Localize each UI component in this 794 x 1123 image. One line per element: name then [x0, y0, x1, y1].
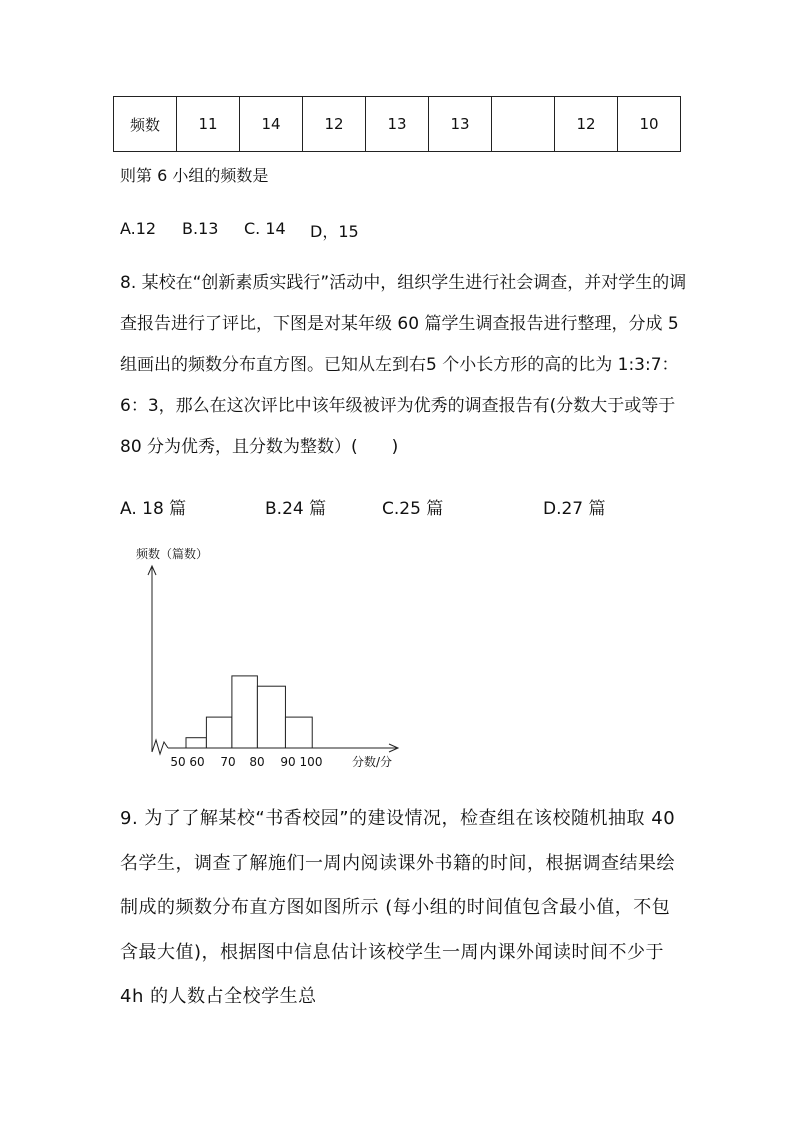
q8-text: 8. 某校在“创新素质实践行”活动中，组织学生进行社会调查，并对学生的调查报告进行了评比，下图是对某年级 60 篇学生调查报告进行整理，分成 5 组画出的频数分布直方图。已知从左到右5 个小长方形的高的比为 1:3:7：6：3，那么在这次评比中该年级被评为优秀的调查报告有(分数大于或等于 80 分为优秀，且分数为整数）( ): [120, 273, 687, 457]
q8-option-c: C.25 篇: [382, 499, 444, 519]
histogram-bar: [232, 676, 258, 748]
table-cell: 13: [366, 97, 429, 152]
q7-options: [120, 219, 520, 241]
table-row: [114, 97, 681, 152]
q7-option-c: C. 14: [244, 219, 286, 238]
table-cell: 14: [240, 97, 303, 152]
chart-x-label: 分数/分: [352, 755, 393, 769]
chart-y-label: 频数（篇数）: [136, 547, 209, 561]
x-tick-label: 50: [170, 755, 186, 769]
table-cell: 12: [555, 97, 618, 152]
table-cell: 10: [618, 97, 681, 152]
q7-option-d: D，15: [310, 222, 359, 241]
x-tick-label: 90: [280, 755, 296, 769]
table-cell: 13: [429, 97, 492, 152]
x-tick-label: 80: [249, 755, 265, 769]
q8-option-d: D.27 篇: [543, 499, 606, 519]
histogram-chart: [130, 540, 420, 780]
histogram-bar: [285, 717, 312, 748]
table-cell: [492, 97, 555, 152]
x-axis-break: [152, 740, 168, 754]
histogram-bar: [206, 717, 232, 748]
table-cell: 12: [303, 97, 366, 152]
q7-option-b: B.13: [182, 219, 219, 238]
q9-text: 9. 为了了解某校“书香校园”的建设情况，检查组在该校随机抽取 40 名学生，调查了解施们一周内阅读课外书籍的时间，根据调查结果绘制成的频数分布直方图如图所示 (每小组的时间值包含最小值，不包含最大值)，根据图中信息估计该校学生一周内课外闻读时间不少于 4h 的人数占全校学生总: [120, 808, 676, 1007]
q8-option-b: B.24 篇: [265, 499, 327, 519]
q7-option-a: A.12: [120, 219, 157, 238]
histogram-bar: [186, 738, 206, 748]
table-header-cell: 频数: [114, 97, 177, 152]
frequency-table: [113, 96, 681, 152]
q8-options: [120, 494, 680, 518]
table-cell: 11: [177, 97, 240, 152]
q7-prompt: 则第 6 小组的频数是: [120, 166, 269, 185]
x-tick-label: 70: [220, 755, 236, 769]
histogram-bar: [257, 686, 285, 748]
chart-bars: [186, 676, 312, 748]
chart-x-ticks: [170, 755, 322, 769]
q8-option-a: A. 18 篇: [120, 499, 187, 519]
x-tick-label: 100: [299, 755, 323, 769]
x-tick-label: 60: [189, 755, 205, 769]
